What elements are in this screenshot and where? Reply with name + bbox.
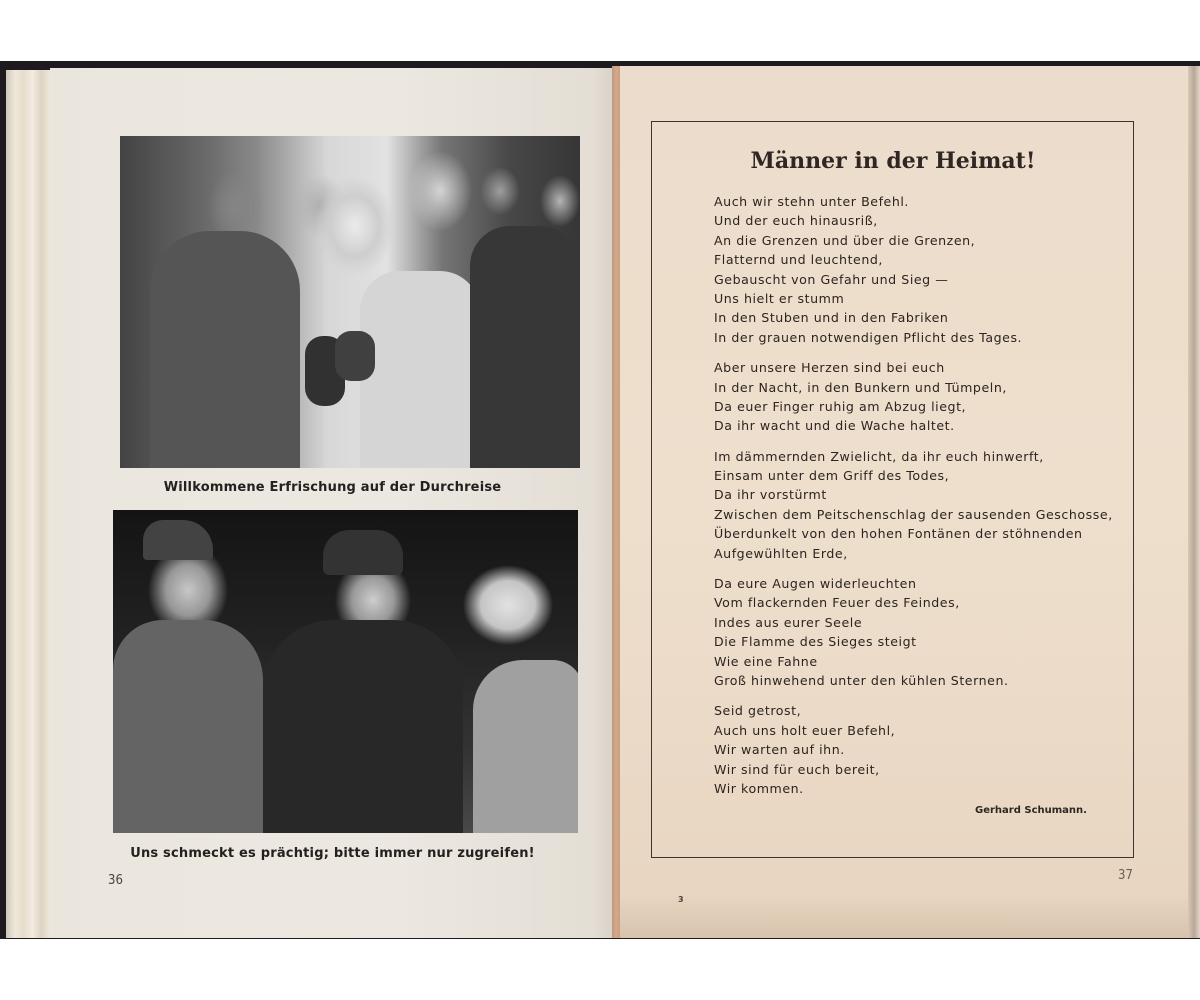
poem-line: Die Flamme des Sieges steigt — [714, 634, 917, 650]
right-page-edge — [1188, 66, 1200, 938]
poem-line: Seid getrost, — [714, 703, 802, 719]
poem-body — [714, 192, 1114, 809]
page-stack-edge — [6, 70, 50, 938]
poem-line: Da ihr vorstürmt — [714, 487, 827, 503]
book-spine — [612, 66, 620, 938]
poem-line: Wie eine Fahne — [714, 653, 818, 669]
poem-stanza-1 — [714, 192, 1114, 347]
poem-line: Uns hielt er stumm — [714, 290, 845, 306]
poem-line: Da eure Augen widerleuchten — [714, 576, 917, 592]
jug-icon — [335, 331, 375, 381]
poem-line: Und der euch hinausriß, — [714, 213, 878, 229]
poem-line: Überdunkelt von den hohen Fontänen der stöhnenden — [714, 526, 1083, 542]
poem-line: In der Nacht, in den Bunkern und Tümpeln, — [714, 379, 1007, 395]
poem-line: Wir warten auf ihn. — [714, 742, 845, 758]
poem-line: Im dämmernden Zwielicht, da ihr euch hinwerft, — [714, 448, 1044, 464]
soldier-figure — [113, 620, 263, 833]
poem-line: Indes aus eurer Seele — [714, 614, 863, 630]
poem-line: Wir kommen. — [714, 780, 804, 796]
poem-line: Zwischen dem Peitschenschlag der sausenden Geschosse, — [714, 506, 1113, 522]
poem-line: Flatternd und leuchtend, — [714, 252, 883, 268]
poem-line: Aufgewühlten Erde, — [714, 545, 848, 561]
poem-line: Gebauscht von Gefahr und Sieg — — [714, 271, 949, 287]
poem-stanza-5 — [714, 701, 1114, 798]
signature-mark: 3 — [678, 895, 684, 904]
poem-line: Einsam unter dem Griff des Todes, — [714, 468, 950, 484]
poem-line: In der grauen notwendigen Pflicht des Tages. — [714, 329, 1023, 345]
poem-line: In den Stuben und in den Fabriken — [714, 310, 949, 326]
cap-shape — [323, 530, 403, 575]
poem-line: Vom flackernden Feuer des Feindes, — [714, 595, 960, 611]
poem-line: An die Grenzen und über die Grenzen, — [714, 232, 976, 248]
photo-caption-bottom: Uns schmeckt es prächtig; bitte immer nur zugreifen! — [130, 846, 535, 861]
woman-figure — [473, 660, 578, 833]
page-number-right: 37 — [1118, 868, 1133, 883]
soldier-figure — [470, 226, 580, 468]
poem-line: Wir sind für euch bereit, — [714, 761, 880, 777]
photo-eating — [113, 510, 578, 833]
photo-caption-top: Willkommene Erfrischung auf der Durchreise — [163, 480, 502, 495]
poem-stanza-4 — [714, 574, 1114, 690]
poem-stanza-2 — [714, 358, 1114, 436]
poem-line: Da euer Finger ruhig am Abzug liegt, — [714, 398, 967, 414]
nurse-figure — [360, 271, 480, 468]
photo-refreshment — [120, 136, 580, 468]
poem-author: Gerhard Schumann. — [975, 805, 1087, 816]
soldier-figure — [150, 231, 300, 468]
poem-title: Männer in der Heimat! — [750, 148, 1036, 174]
poem-line: Groß hinwehend unter den kühlen Sternen. — [714, 672, 1009, 688]
soldier-figure — [263, 620, 463, 833]
poem-line: Auch wir stehn unter Befehl. — [714, 194, 909, 209]
page-number-left: 36 — [108, 873, 123, 888]
poem-line: Aber unsere Herzen sind bei euch — [714, 360, 945, 376]
poem-stanza-3 — [714, 447, 1114, 563]
cap-shape — [143, 520, 213, 560]
poem-line: Da ihr wacht und die Wache haltet. — [714, 418, 955, 434]
poem-line: Auch uns holt euer Befehl, — [714, 722, 896, 738]
